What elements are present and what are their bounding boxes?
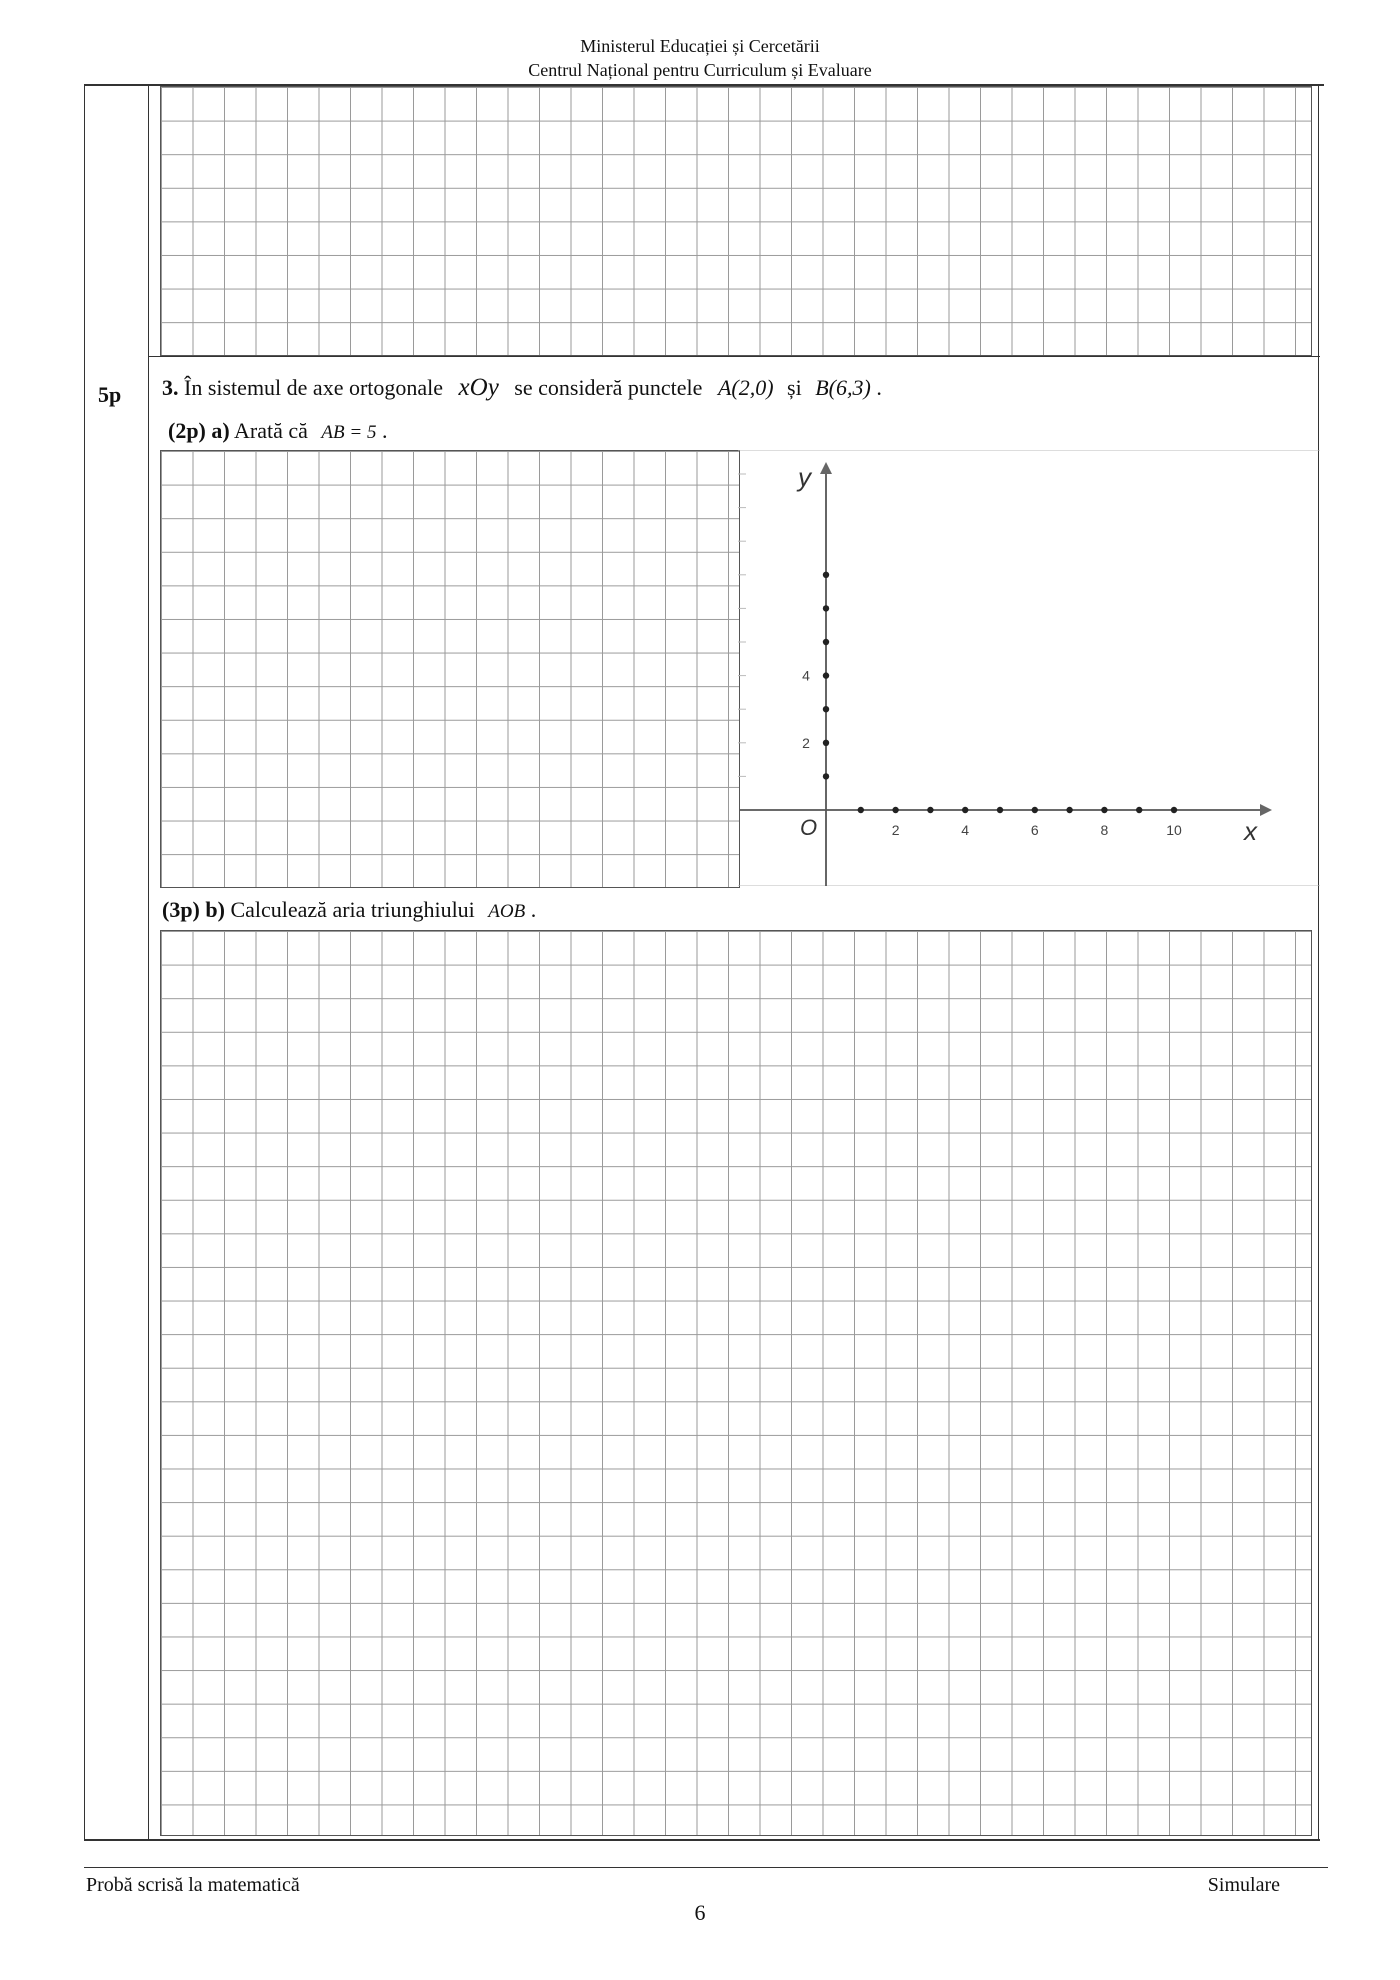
left-border [84,84,85,1840]
y-axis-point [823,773,829,779]
x-axis-point [927,807,933,813]
x-axis-point [997,807,1003,813]
y-axis-arrow-icon [820,462,832,474]
row-divider [148,356,1320,357]
x-axis-point [1136,807,1142,813]
answer-grid-part-b[interactable] [160,930,1312,1836]
x-tick-label: 2 [891,822,900,838]
y-axis-point [823,672,829,678]
part-b-text: Calculează aria triunghiului [230,897,475,922]
answer-grid-previous[interactable] [160,86,1312,356]
part-a-prompt [168,418,387,444]
x-tick-label: 8 [1100,822,1109,838]
x-axis-point [1066,807,1072,813]
page-number: 6 [694,1900,706,1925]
x-axis-point [962,807,968,813]
conjunction: și [787,375,802,400]
point-b: B(6,3) [815,375,871,400]
y-axis-point [823,605,829,611]
axis-system: xOy [458,374,499,401]
y-tick-label: 2 [802,734,810,751]
x-tick-label: 10 [1166,822,1182,838]
problem-intro: În sistemul de axe ortogonale [184,375,444,400]
problem-statement [162,374,882,402]
part-b-end: . [530,897,537,922]
problem-intro2: se consideră punctele [514,375,703,400]
part-a-score: (2p) [168,418,206,443]
footer-exam-type: Simulare [1207,1874,1280,1896]
part-a-end: . [381,418,388,443]
x-axis-point [1101,807,1107,813]
answer-grid-part-a[interactable] [160,450,740,888]
part-b-prompt [162,897,536,923]
header-center: Centrul Național pentru Curriculum și Evaluare [528,60,872,80]
y-axis-point [823,639,829,645]
part-b-label: b) [205,897,225,922]
x-axis-point [1171,807,1177,813]
x-axis-point [1032,807,1038,813]
problem-score: 5p [98,382,122,407]
header-ministry: Ministerul Educației și Cercetării [580,36,820,56]
point-a: A(2,0) [717,375,774,400]
x-tick-label: 6 [1030,822,1039,838]
statement-end: . [876,375,882,400]
part-a-label: a) [211,418,230,443]
problem-number: 3. [162,375,179,400]
x-axis-point [858,807,864,813]
x-axis-arrow-icon [1260,804,1272,816]
y-axis-point [823,740,829,746]
y-axis-label: y [798,462,811,492]
part-a-math: AB = 5 [321,422,377,443]
y-axis-point [823,706,829,712]
x-axis-label: x [1244,816,1257,846]
y-tick-label: 4 [802,667,810,684]
y-axis-point [823,572,829,578]
footer-subject: Probă scrisă la matematică [86,1874,300,1896]
origin-label: O [800,815,818,840]
part-a-text: Arată că [234,418,308,443]
part-b-score: (3p) [162,897,200,922]
x-axis-point [892,807,898,813]
bottom-border [84,1839,1320,1841]
right-border [1318,84,1319,1840]
score-column-divider [148,84,149,1840]
x-tick-label: 4 [961,822,970,838]
part-b-math: AOB [488,901,526,922]
footer-rule [84,1867,1328,1868]
coordinate-system [738,450,1320,886]
